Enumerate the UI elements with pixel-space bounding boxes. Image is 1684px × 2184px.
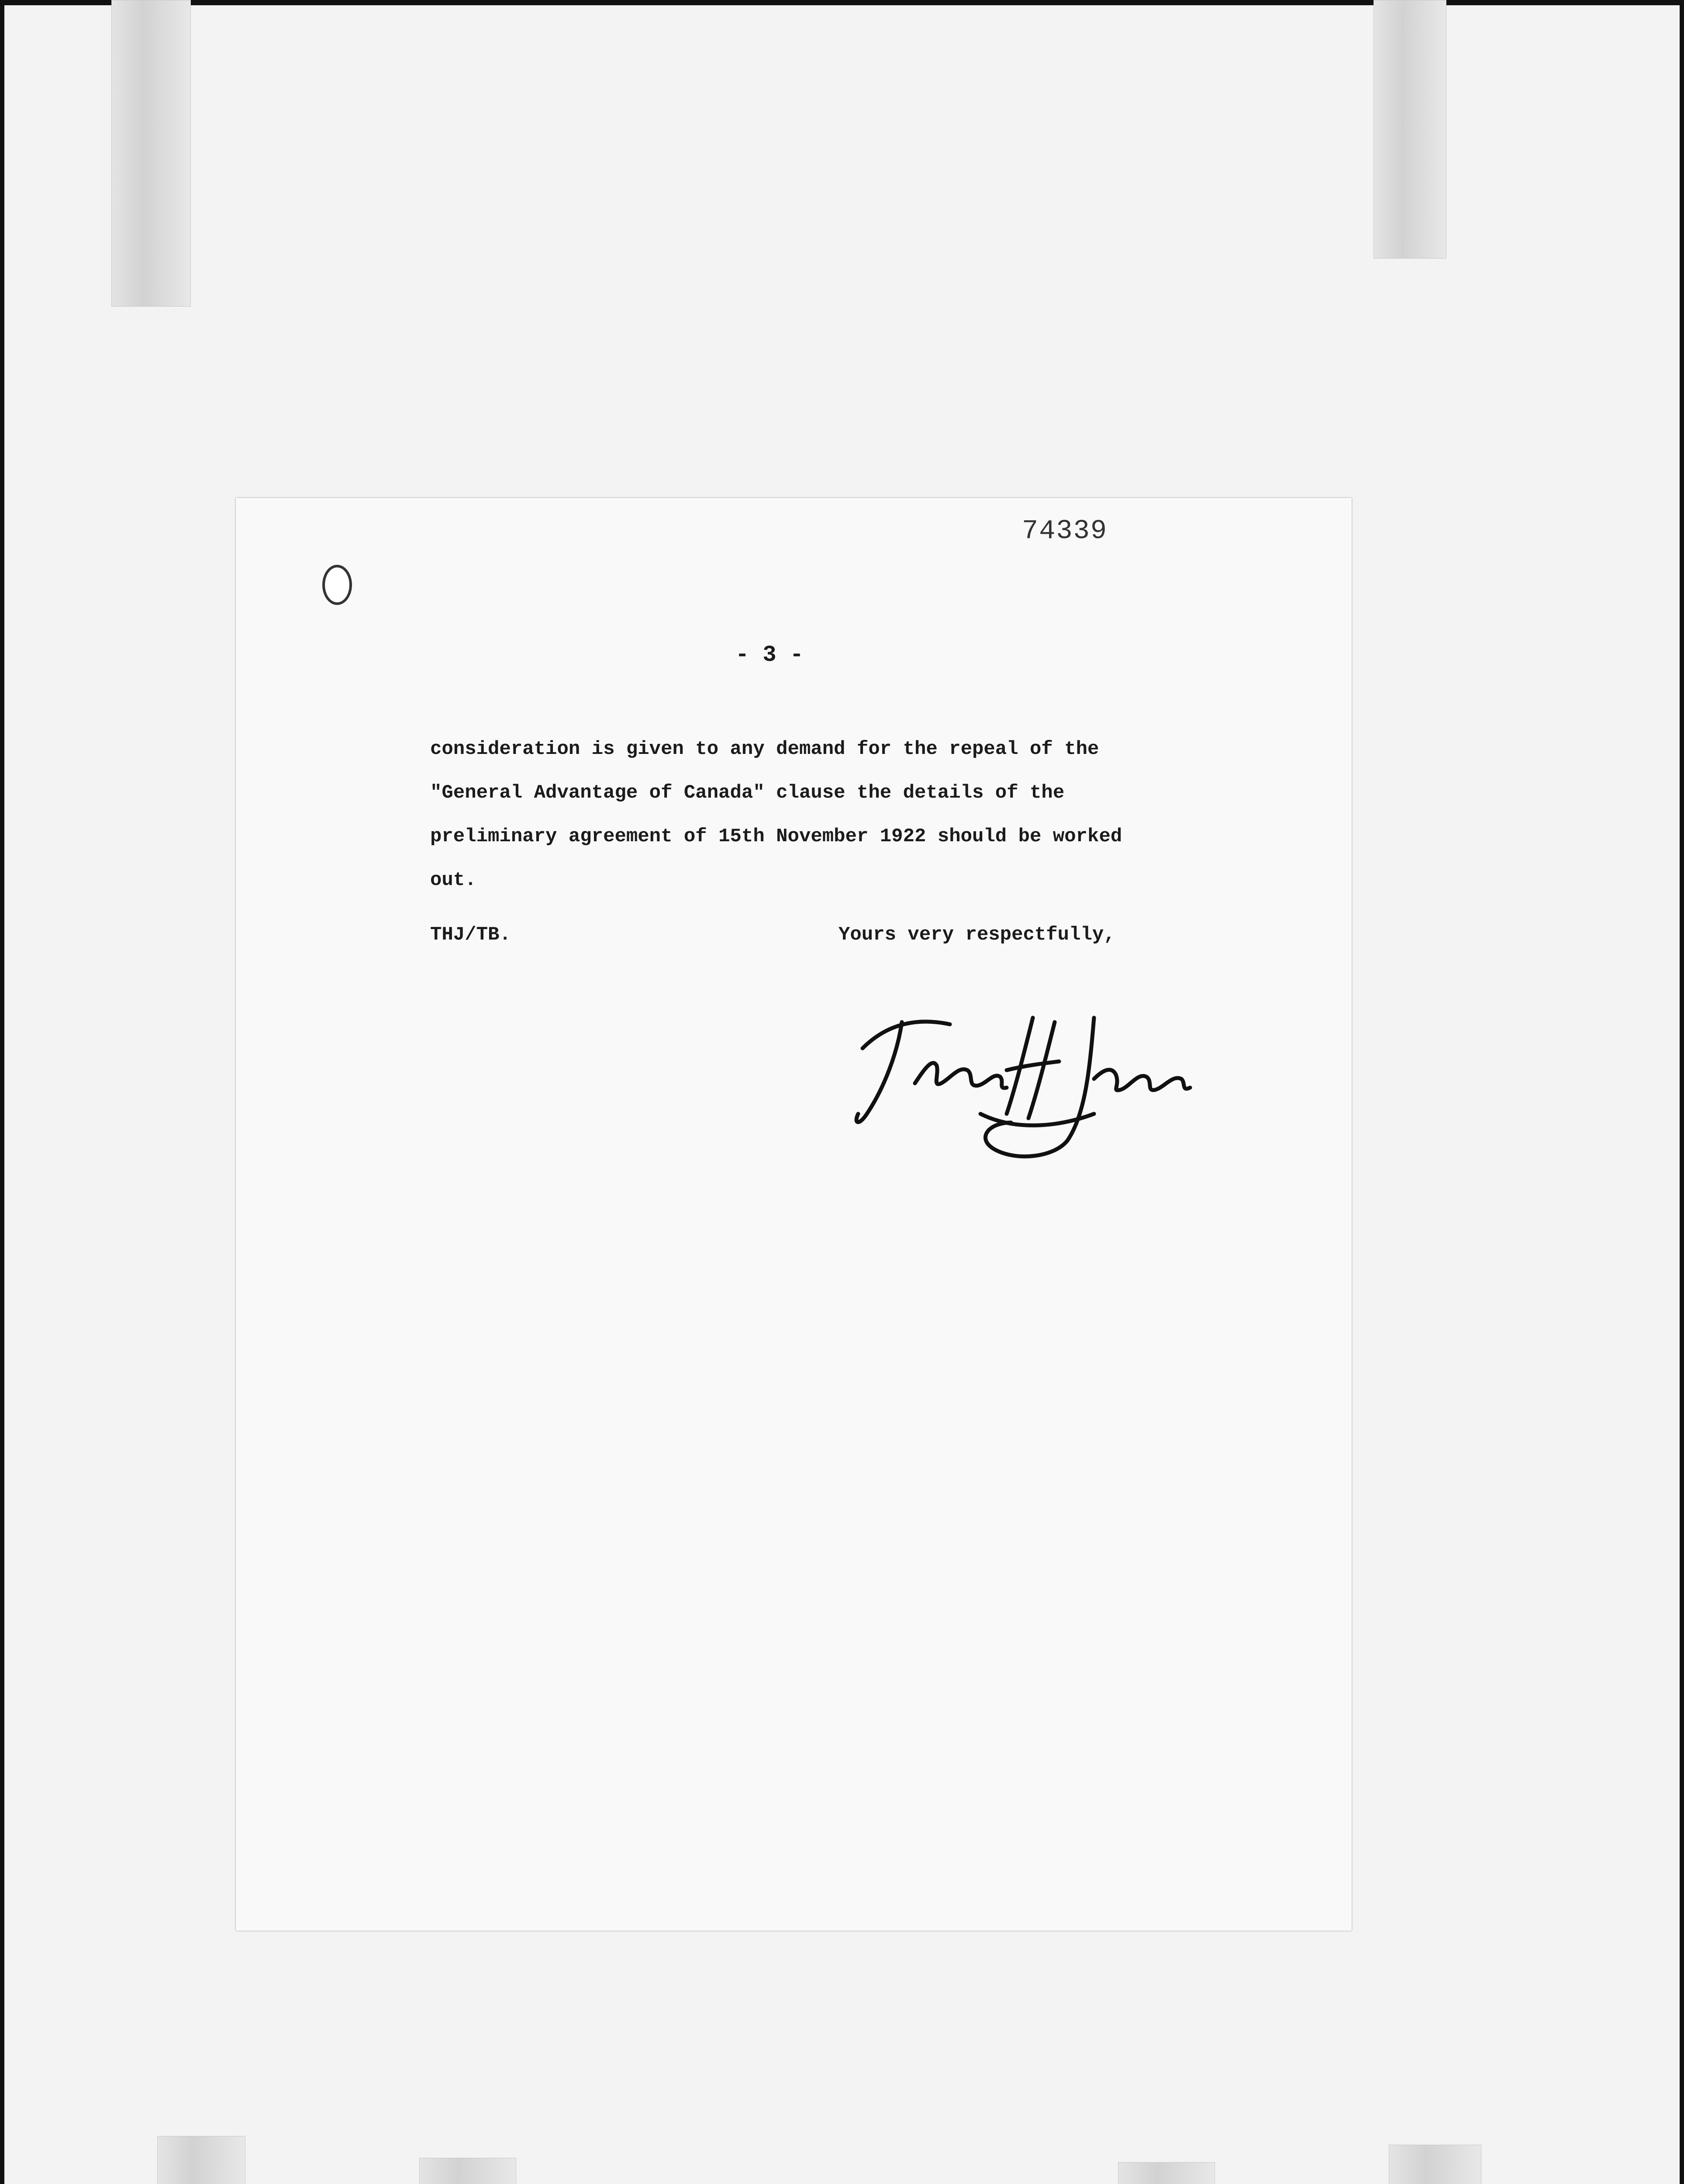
mounting-tape: [1389, 2145, 1481, 2184]
letter-page: [236, 498, 1352, 1931]
punch-hole: [322, 565, 352, 605]
handwritten-signature: [849, 983, 1194, 1166]
body-line: preliminary agreement of 15th November 1922 should be worked: [430, 826, 1122, 847]
body-line: "General Advantage of Canada" clause the details of the: [430, 782, 1065, 804]
letter-body: [430, 727, 1260, 902]
mounting-tape: [157, 2136, 245, 2184]
film-frame-edge-right: [1680, 0, 1684, 2184]
body-line: out.: [430, 869, 476, 891]
mounting-tape: [1373, 0, 1446, 259]
closing-salutation: Yours very respectfully,: [839, 924, 1115, 946]
film-frame-edge-left: [0, 0, 4, 2184]
mounting-tape: [1118, 2162, 1215, 2184]
page-number: - 3 -: [735, 642, 804, 668]
page-id-stamp: 74339: [1022, 515, 1108, 546]
mounting-tape: [111, 0, 191, 307]
mounting-tape: [419, 2158, 516, 2184]
reference-initials: THJ/TB.: [430, 924, 511, 946]
body-line: consideration is given to any demand for the repeal of the: [430, 738, 1099, 760]
